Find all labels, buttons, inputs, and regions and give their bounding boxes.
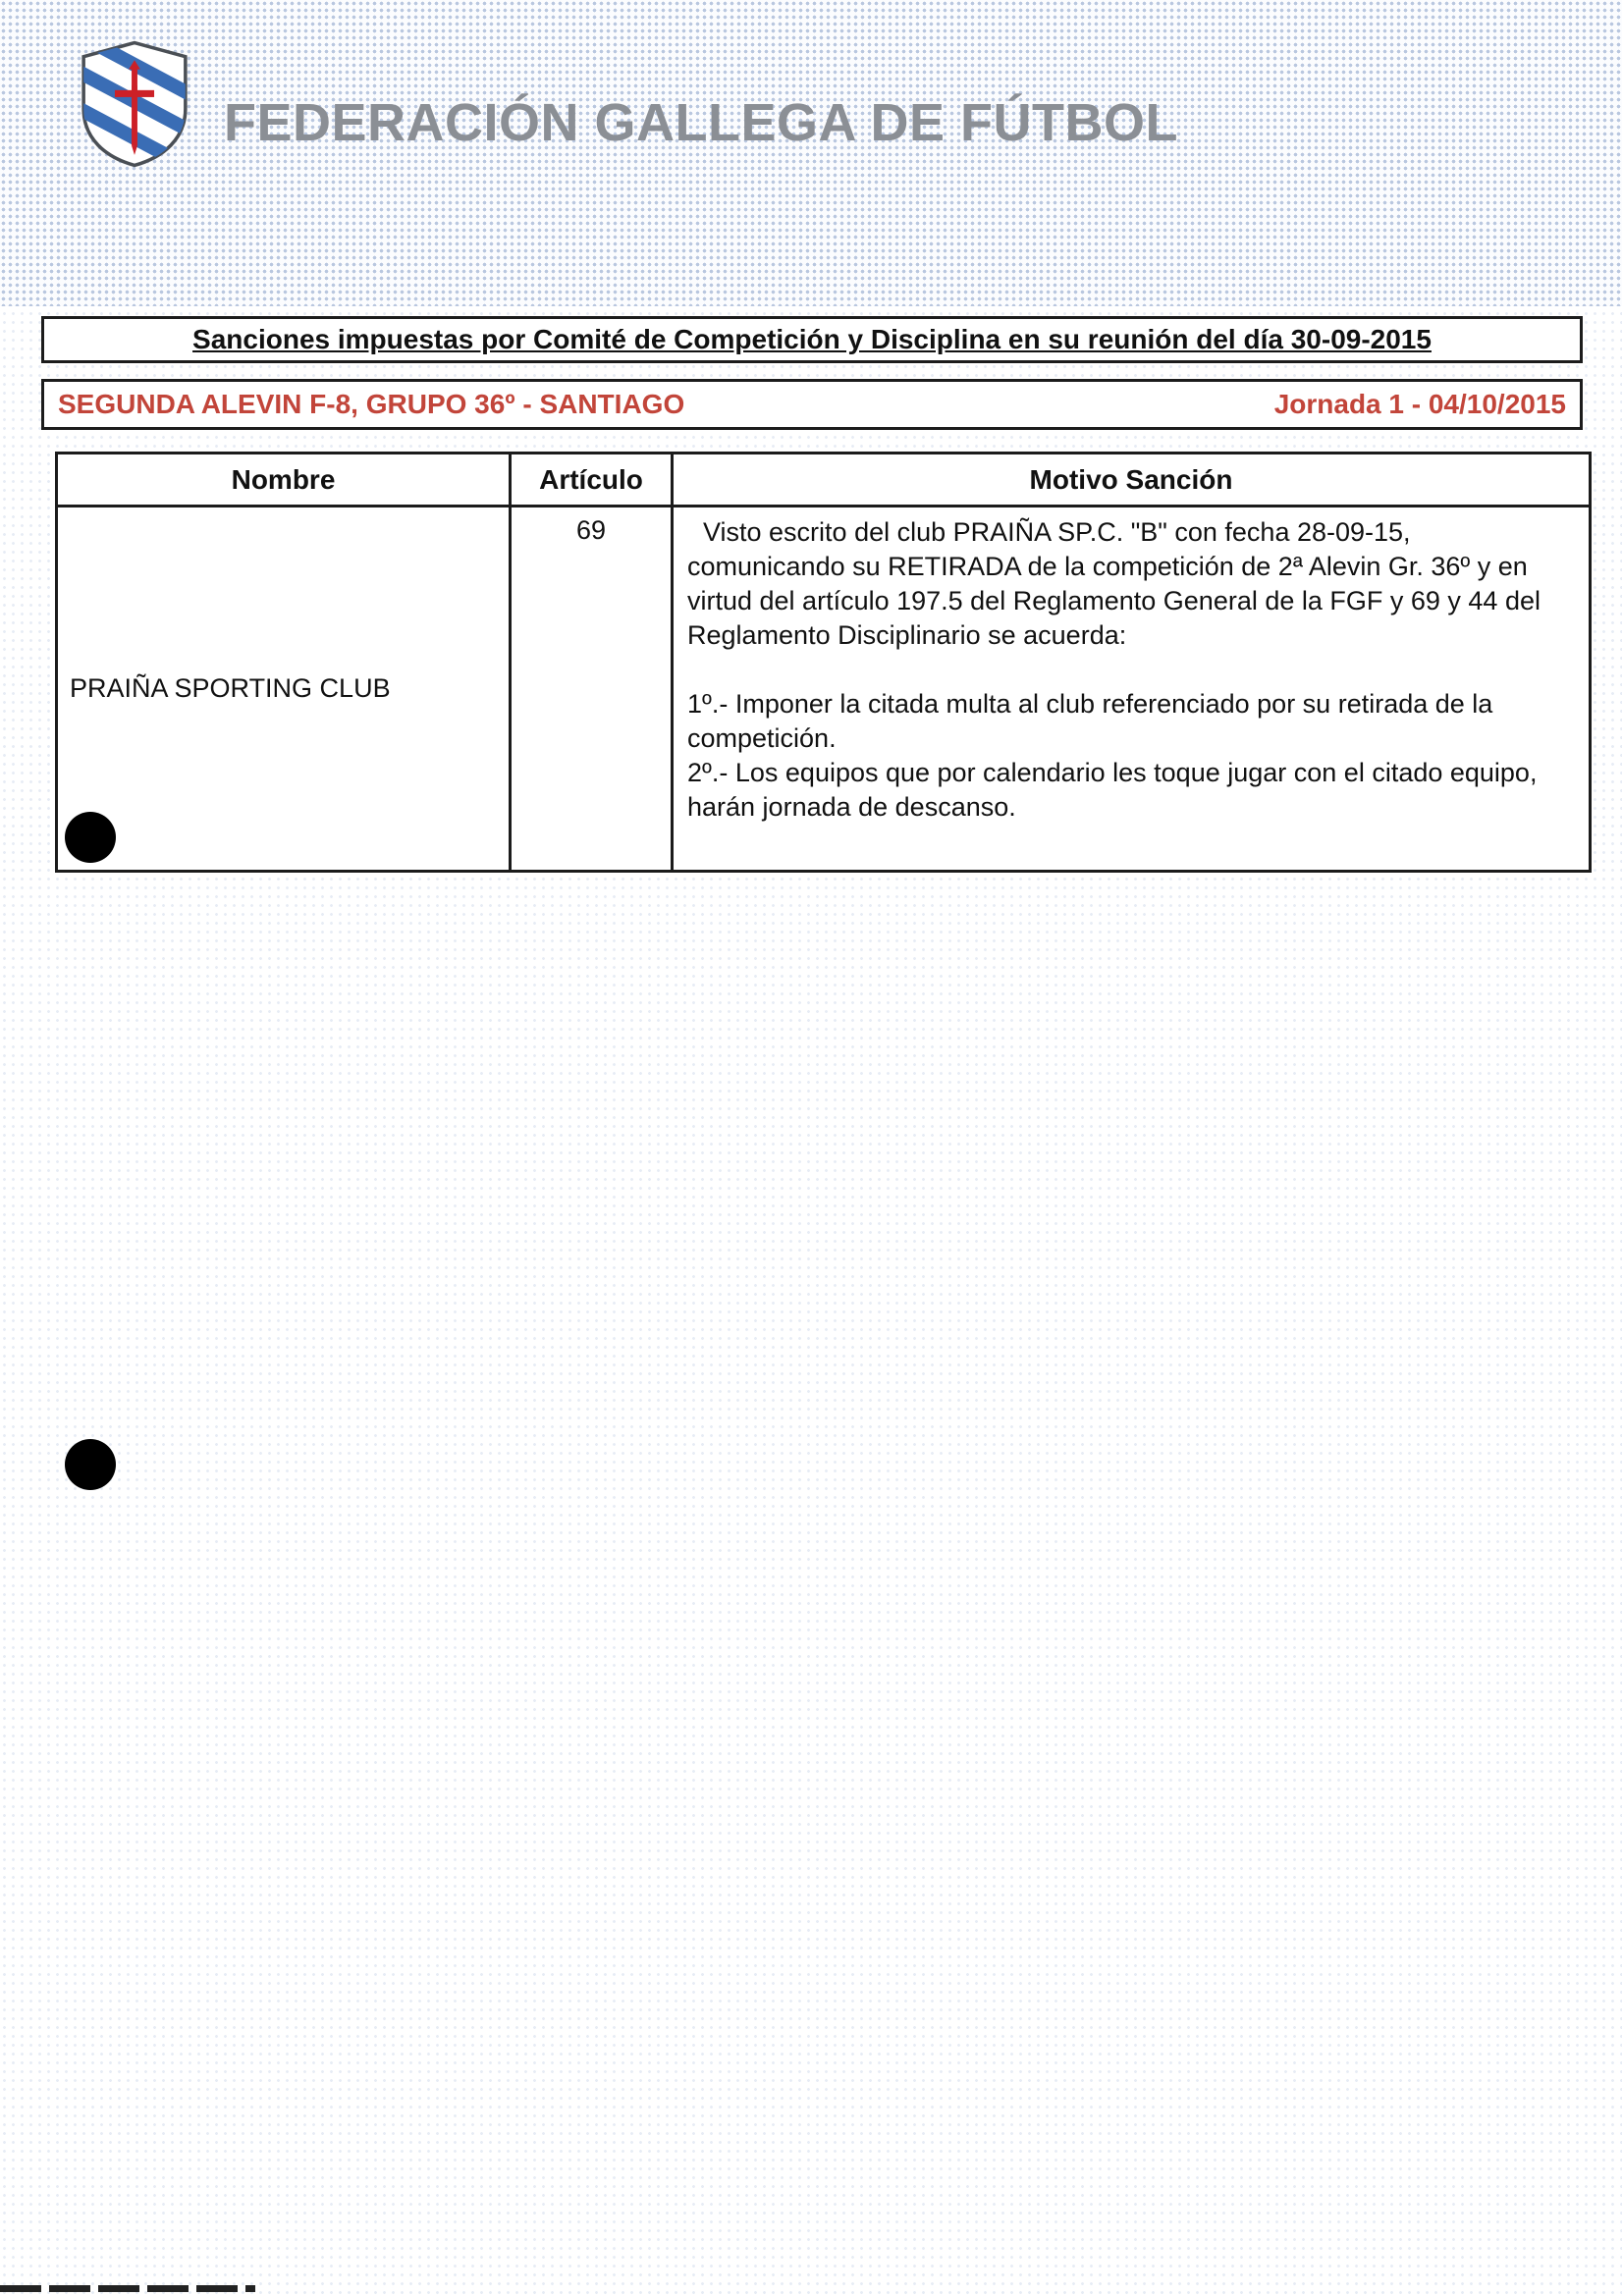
article-number-cell: 69 bbox=[511, 507, 673, 872]
motivo-paragraph: 2º.- Los equipos que por calendario les toque jugar con el citado equipo, harán jornada de descanso. bbox=[687, 758, 1538, 822]
motivo-paragraph: 1º.- Imponer la citada multa al club referenciado por su retirada de la competición. bbox=[687, 689, 1493, 753]
col-header-articulo: Artículo bbox=[511, 454, 673, 507]
motivo-paragraph: Visto escrito del club PRAIÑA SP.C. "B" con fecha 28-09-15, comunicando su RETIRADA de la competición de 2ª Alevin Gr. 36º y en virtud del artículo 197.5 del Reglamento General de la FGF y 69 y 44 del Reglamento Disciplinario se acuerda: bbox=[687, 517, 1541, 650]
col-header-motivo: Motivo Sanción bbox=[673, 454, 1591, 507]
sanctions-notice-text: Sanciones impuestas por Comité de Competición y Disciplina en su reunión del día 30-09-2015 bbox=[192, 324, 1432, 354]
page-title: FEDERACIÓN GALLEGA DE FÚTBOL bbox=[224, 93, 1178, 152]
scan-edge-bottom bbox=[0, 2285, 255, 2292]
sanctions-table bbox=[55, 452, 1592, 873]
header-band bbox=[0, 0, 1622, 306]
competition-label: SEGUNDA ALEVIN F-8, GRUPO 36º - SANTIAGO bbox=[58, 389, 685, 419]
hole-punch-mark bbox=[65, 812, 116, 863]
hole-punch-mark bbox=[65, 1439, 116, 1490]
club-name-cell: PRAIÑA SPORTING CLUB bbox=[57, 507, 511, 872]
col-header-nombre: Nombre bbox=[57, 454, 511, 507]
table-header-row bbox=[57, 454, 1591, 507]
jornada-label: Jornada 1 - 04/10/2015 bbox=[1273, 389, 1566, 419]
sanctions-notice bbox=[41, 316, 1583, 363]
table-row bbox=[57, 507, 1591, 872]
fgf-crest-logo bbox=[77, 39, 192, 169]
sanction-reason-cell bbox=[673, 507, 1591, 872]
section-bar bbox=[41, 379, 1583, 430]
